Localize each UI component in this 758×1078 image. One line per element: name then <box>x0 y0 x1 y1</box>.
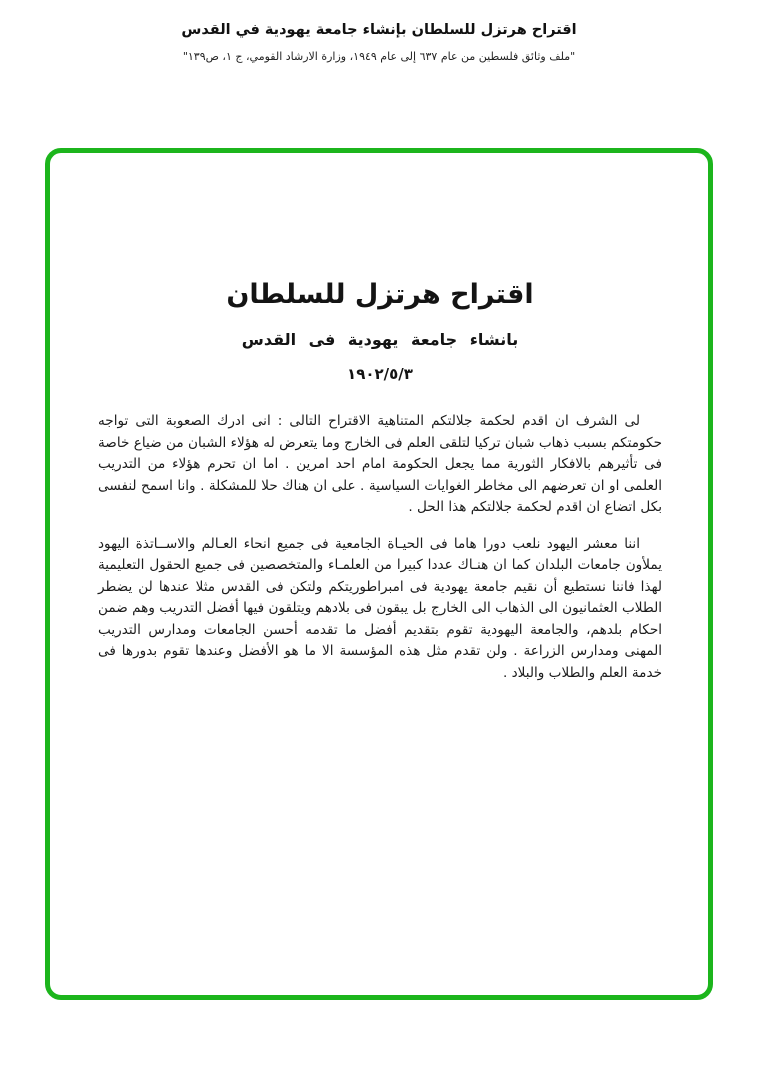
document-title: اقتراح هرتزل للسلطان <box>226 279 534 310</box>
document-content <box>50 153 708 684</box>
document-subtitle: بانشاء جامعة يهودية فى القدس <box>241 330 519 349</box>
green-border-frame <box>45 148 713 1000</box>
document-paragraph-2: اننا معشر اليهود نلعب دورا هاما فى الحيـاة الجامعية فى جميع انحاء العـالم والاســاتذة اليهود يملأون جامعات البلدان كما ان هنـاك عددا كبيرا من العلمـاء والمتخصصين فى جميع الحقول التعليمية لهذا فاننا نستطيع أن نقيم جامعة يهودية فى امبراطوريتكم ولتكن فى القدس مثلا عندها لن يضطر الطلاب العثمانيون الى الذهاب الى الخارج بل يبقون فى بلادهم ويتلقون فيها أفضل التدريب وهم ضمن احكام بلدهم، والجامعة اليهودية تقوم بتقديم أفضل ما تقدمه أحسن الجامعات ومدارس التدريب المهنى ومدارس الزراعة . ولن تقدم مثل هذه المؤسسة الا ما هو الأفضل وعندها تقوم بدورها فى خدمة العلم والطلاب والبلاد . <box>98 535 662 681</box>
page-header <box>0 22 758 63</box>
header-title: اقتراح هرتزل للسلطان بإنشاء جامعة يهودية في القدس <box>181 22 577 38</box>
header-source-citation: "ملف وثائق فلسطين من عام ٦٣٧ إلى عام ١٩٤٩، وزارة الارشاد القومي، ج ١، ص١٣٩" <box>182 50 576 63</box>
document-paragraph-1: لى الشرف ان اقدم لحكمة جلالتكم المتناهية الاقتراح التالى : انى ادرك الصعوبة التى تواجه حكومتكم بسبب ذهاب شبان تركيا لتلقى العلم فى الخارج وما يتعرض له هؤلاء الشبان من ضياع خاصة فى تأثيرهم بالافكار الثورية مما يجعل الحكومة امام احد امرين . اما ان تحرم هؤلاء من التدريب العلمى او ان تعرضهم الى مخاطر الغوايات السياسية . على ان هناك حلا للمشكلة . وانا اسمح لنفسى بكل اتضاع ان اقدم لحكمة جلالتكم هذا الحل . <box>98 413 662 515</box>
document-date: ١٩٠٢/٥/٣ <box>347 365 413 383</box>
